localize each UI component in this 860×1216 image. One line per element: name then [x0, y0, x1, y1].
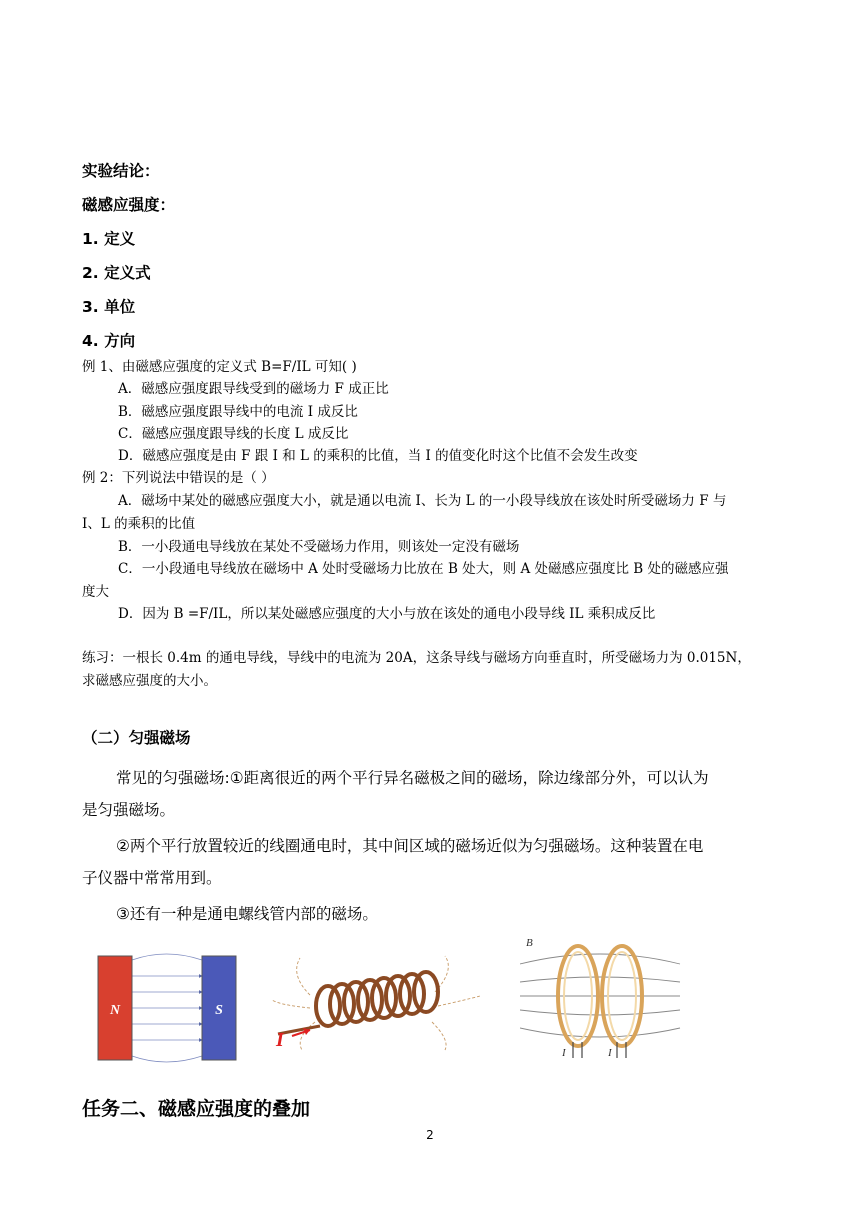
uniform-paragraph1-line2: 是匀强磁场。 [82, 801, 176, 819]
south-label: S [215, 1003, 223, 1018]
item-direction: 4. 方向 [82, 332, 136, 350]
example2-option-d: D．因为 B =F/IL，所以某处磁感应强度的大小与放在该处的通电小段导线 IL 乘积成反比 [118, 606, 656, 622]
heading-conclusion: 实验结论： [82, 162, 160, 180]
example2-option-a-line1: A．磁场中某处的磁感应强度大小，就是通以电流 I、长为 L 的一小段导线放在该处时所受磁场力 F 与 [118, 493, 727, 509]
coil-field-lines [520, 954, 680, 1037]
example1-option-d: D．磁感应强度是由 F 跟 I 和 L 的乘积的比值，当 I 的值变化时这个比值不会发生改变 [118, 448, 638, 464]
task2-heading: 任务二、磁感应强度的叠加 [82, 1098, 311, 1120]
parallel-coils-diagram [520, 934, 685, 1060]
uniform-paragraph3: ③还有一种是通电螺线管内部的磁场。 [116, 905, 378, 923]
heading-induction: 磁感应强度： [82, 196, 176, 214]
example2-option-c-line2: 度大 [82, 584, 109, 600]
item-unit: 3. 单位 [82, 298, 136, 316]
practice-line2: 求磁感应强度的大小。 [82, 673, 217, 689]
uniform-paragraph2-line1: ②两个平行放置较近的线圈通电时，其中间区域的磁场近似为匀强磁场。这种装置在电 [116, 837, 704, 855]
example1-option-a: A．磁感应强度跟导线受到的磁场力 F 成正比 [118, 381, 389, 397]
uniform-field-title: （二）匀强磁场 [82, 729, 191, 747]
uniform-paragraph2-line2: 子仪器中常常用到。 [82, 869, 222, 887]
practice-line1: 练习：一根长 0.4m 的通电导线，导线中的电流为 20A，这条导线与磁场方向垂直时，所受磁场力为 0.015N， [82, 650, 751, 666]
field-lines [132, 954, 202, 1062]
north-label: N [109, 1003, 121, 1018]
example2-option-a-line2: I、L 的乘积的比值 [82, 516, 196, 532]
current-label: I [276, 1029, 284, 1051]
coil-current-label-2: I [608, 1047, 612, 1059]
field-b-label: B [526, 937, 533, 949]
example2-question: 例 2：下列说法中错误的是（ ） [82, 470, 275, 486]
page-number: 2 [426, 1128, 434, 1142]
example1-option-c: C．磁感应强度跟导线的长度 L 成反比 [118, 426, 349, 442]
item-formula: 2. 定义式 [82, 264, 151, 282]
solenoid-coils [316, 972, 438, 1026]
item-definition: 1. 定义 [82, 230, 136, 248]
example2-option-c-line1: C．一小段通电导线放在磁场中 A 处时受磁场力比放在 B 处大，则 A 处磁感应强度比 B 处的磁感应强 [118, 561, 729, 577]
example1-option-b: B．磁感应强度跟导线中的电流 I 成反比 [118, 404, 358, 420]
uniform-paragraph1-line1: 常见的匀强磁场:①距离很近的两个平行异名磁极之间的磁场，除边缘部分外，可以认为 [116, 769, 709, 787]
magnet-pole-diagram [94, 950, 244, 1066]
example1-question: 例 1、由磁感应强度的定义式 B=F/IL 可知( ) [82, 359, 357, 375]
coil-current-label-1: I [562, 1047, 566, 1059]
solenoid-diagram [270, 950, 485, 1055]
example2-option-b: B．一小段通电导线放在某处不受磁场力作用，则该处一定没有磁场 [118, 539, 520, 555]
solenoid-field-lines [272, 956, 480, 1050]
